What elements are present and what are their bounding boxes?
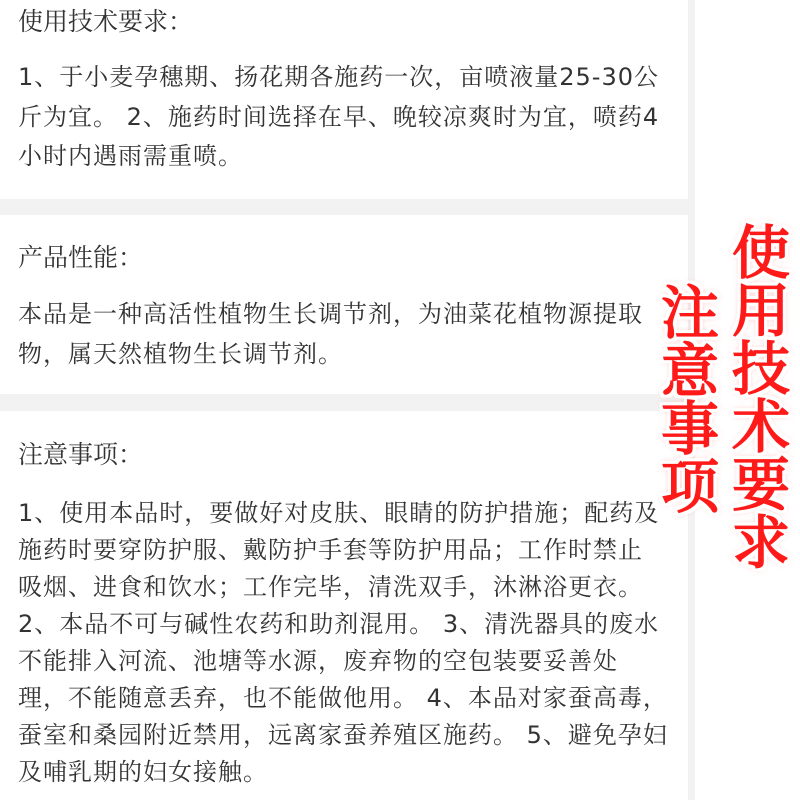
body-text-line: 蚕室和桑园附近禁用，远离家蚕养殖区施药。 5、避免孕妇: [18, 721, 668, 749]
overlay-label-precautions: 注意事项: [651, 282, 719, 514]
body-text-line: 本品是一种高活性植物生长调节剂，为油菜花植物源提取: [18, 300, 643, 328]
body-text-line: 及哺乳期的妇女接触。: [18, 758, 268, 786]
product-performance-card: [0, 215, 688, 394]
section-body-precautions: [18, 495, 688, 791]
usage-requirements-card: [0, 0, 688, 199]
section-body-product-performance: [18, 295, 688, 374]
body-text-line: 物，属天然植物生长调节剂。: [18, 339, 343, 368]
body-text-line: 2、本品不可与碱性农药和助剂混用。 3、清洗器具的废水: [18, 610, 660, 638]
section-divider: [0, 199, 688, 215]
section-divider: [0, 394, 688, 411]
body-text-line: 不能排入河流、池塘等水源，废弃物的空包装要妥善处: [18, 647, 618, 675]
body-text-line: 吸烟、进食和饮水；工作完毕，清洗双手，沐淋浴更衣。: [18, 573, 643, 601]
body-text-line: 理，不能随意丢弃，也不能做他用。 4、本品对家蚕高毒，: [18, 684, 668, 712]
body-text-line: 斤为宜。 2、施药时间选择在早、晚较凉爽时为宜，喷药4: [18, 102, 660, 131]
body-text-line: 1、使用本品时，要做好对皮肤、眼睛的防护措施；配药及: [18, 499, 660, 527]
section-body-usage-requirements: [18, 58, 688, 177]
section-heading-precautions: 注意事项：: [18, 440, 144, 469]
body-text-line: 施药时要穿防护服、戴防护手套等防护用品；工作时禁止: [18, 536, 643, 564]
overlay-label-usage-requirements: 使用技术要求: [722, 222, 790, 570]
precautions-card: [0, 411, 688, 800]
section-heading-product-performance: 产品性能：: [18, 243, 144, 272]
body-text-line: 1、于小麦孕穗期、扬花期各施药一次，亩喷液量25-30公: [18, 63, 660, 91]
section-heading-usage-requirements: 使用技术要求：: [18, 7, 194, 36]
body-text-line: 小时内遇雨需重喷。: [18, 142, 243, 170]
